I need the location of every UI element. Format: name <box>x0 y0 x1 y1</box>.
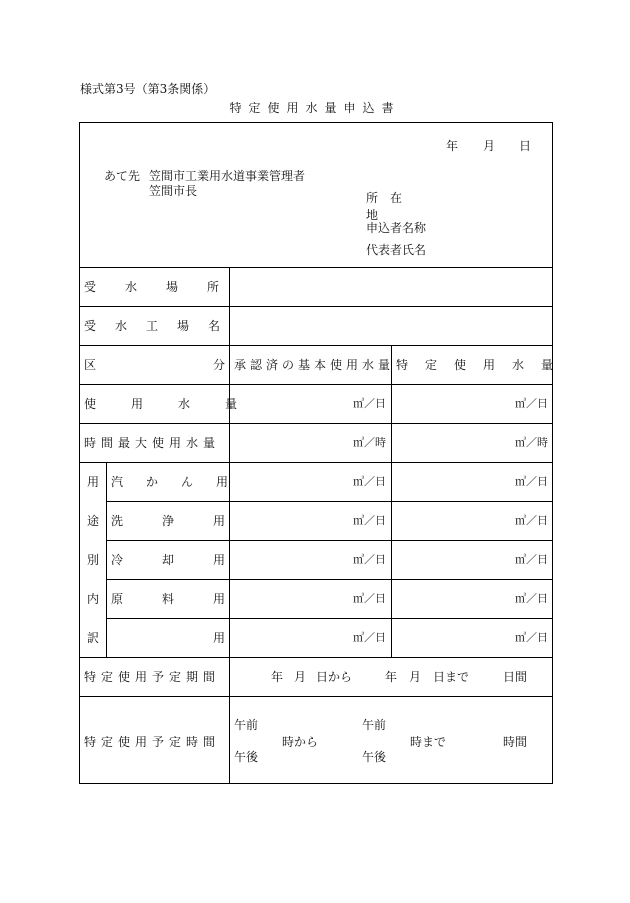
addressee-prefix: あて先 <box>104 169 141 183</box>
unit-cooling-special: ㎥／日 <box>515 553 548 566</box>
label-division-1: 区 <box>84 358 97 372</box>
header-special-usage: 特定使用水量 <box>396 358 571 372</box>
time-from: 時から <box>282 735 319 749</box>
time-am-1: 午前 <box>234 718 259 732</box>
unit-hourly-special: ㎥／時 <box>515 436 548 449</box>
applicant-name-label: 申込者名称 <box>366 221 427 235</box>
row-divider <box>106 618 553 619</box>
form-title: 特定使用水量申込書 <box>229 101 401 115</box>
unit-wash-special: ㎥／日 <box>515 514 548 527</box>
period-days: 日間 <box>503 670 528 684</box>
addressee-line1: 笠間市工業用水道事業管理者 <box>149 169 306 183</box>
time-pm-1: 午後 <box>234 750 259 764</box>
period-year-1: 年 <box>271 670 284 684</box>
purpose-boiler: 汽かん用 <box>111 475 252 489</box>
form-number: 様式第3号（第3条関係） <box>80 82 216 96</box>
period-month-2: 月 <box>409 670 422 684</box>
form-frame <box>79 122 553 784</box>
row-divider <box>106 540 553 541</box>
period-month-1: 月 <box>294 670 307 684</box>
period-from: 日から <box>316 670 353 684</box>
row-divider <box>106 579 553 580</box>
time-pm-2: 午後 <box>362 750 387 764</box>
purpose-other: 用 <box>213 631 226 645</box>
col-divider <box>106 462 107 657</box>
period-year-2: 年 <box>385 670 398 684</box>
col-divider <box>391 345 392 657</box>
purpose-material: 原料用 <box>111 592 265 606</box>
purpose-label-2: 途 <box>87 514 100 528</box>
unit-wash-basic: ㎥／日 <box>353 514 386 527</box>
label-period: 特定使用予定期間 <box>84 670 221 684</box>
unit-cooling-basic: ㎥／日 <box>353 553 386 566</box>
unit-boiler-special: ㎥／日 <box>515 475 548 488</box>
row-divider <box>79 657 553 658</box>
unit-other-special: ㎥／日 <box>515 631 548 644</box>
label-factory: 受水工場名 <box>84 319 240 333</box>
label-division-2: 分 <box>213 358 226 372</box>
purpose-label-1: 用 <box>87 475 100 489</box>
row-divider <box>79 423 553 424</box>
date-day: 日 <box>519 139 532 153</box>
unit-hourly-basic: ㎥／時 <box>353 436 386 449</box>
time-to: 時まで <box>410 735 447 749</box>
label-location: 受水場所 <box>84 280 249 294</box>
period-to: 日まで <box>433 670 470 684</box>
row-divider <box>79 696 553 697</box>
applicant-address-label <box>366 191 424 222</box>
unit-usage-special: ㎥／日 <box>515 397 548 410</box>
purpose-cooling: 冷却用 <box>111 553 265 567</box>
row-divider <box>79 384 553 385</box>
date-month: 月 <box>483 139 496 153</box>
row-divider <box>79 306 553 307</box>
row-divider <box>79 462 553 463</box>
unit-material-basic: ㎥／日 <box>353 592 386 605</box>
label-hourly-max: 時間最大使用水量 <box>84 436 221 450</box>
purpose-label-5: 訳 <box>87 631 100 645</box>
row-divider <box>79 267 553 268</box>
time-hours: 時間 <box>503 735 528 749</box>
applicant-address-text: 所在地 <box>366 191 415 222</box>
unit-material-special: ㎥／日 <box>515 592 548 605</box>
purpose-label-4: 内 <box>87 592 100 606</box>
purpose-label-3: 別 <box>87 553 100 567</box>
unit-other-basic: ㎥／日 <box>353 631 386 644</box>
purpose-wash: 洗浄用 <box>111 514 265 528</box>
time-am-2: 午前 <box>362 718 387 732</box>
row-divider <box>106 501 553 502</box>
label-time: 特定使用予定時間 <box>84 735 221 749</box>
unit-usage-basic: ㎥／日 <box>353 397 386 410</box>
header-basic-usage: 承認済の基本使用水量 <box>234 358 395 372</box>
applicant-rep-label: 代表者氏名 <box>366 243 427 257</box>
addressee-line2: 笠間市長 <box>149 184 198 198</box>
date-year: 年 <box>446 139 459 153</box>
label-usage: 使用水量 <box>84 397 273 411</box>
unit-boiler-basic: ㎥／日 <box>353 475 386 488</box>
row-divider <box>79 345 553 346</box>
